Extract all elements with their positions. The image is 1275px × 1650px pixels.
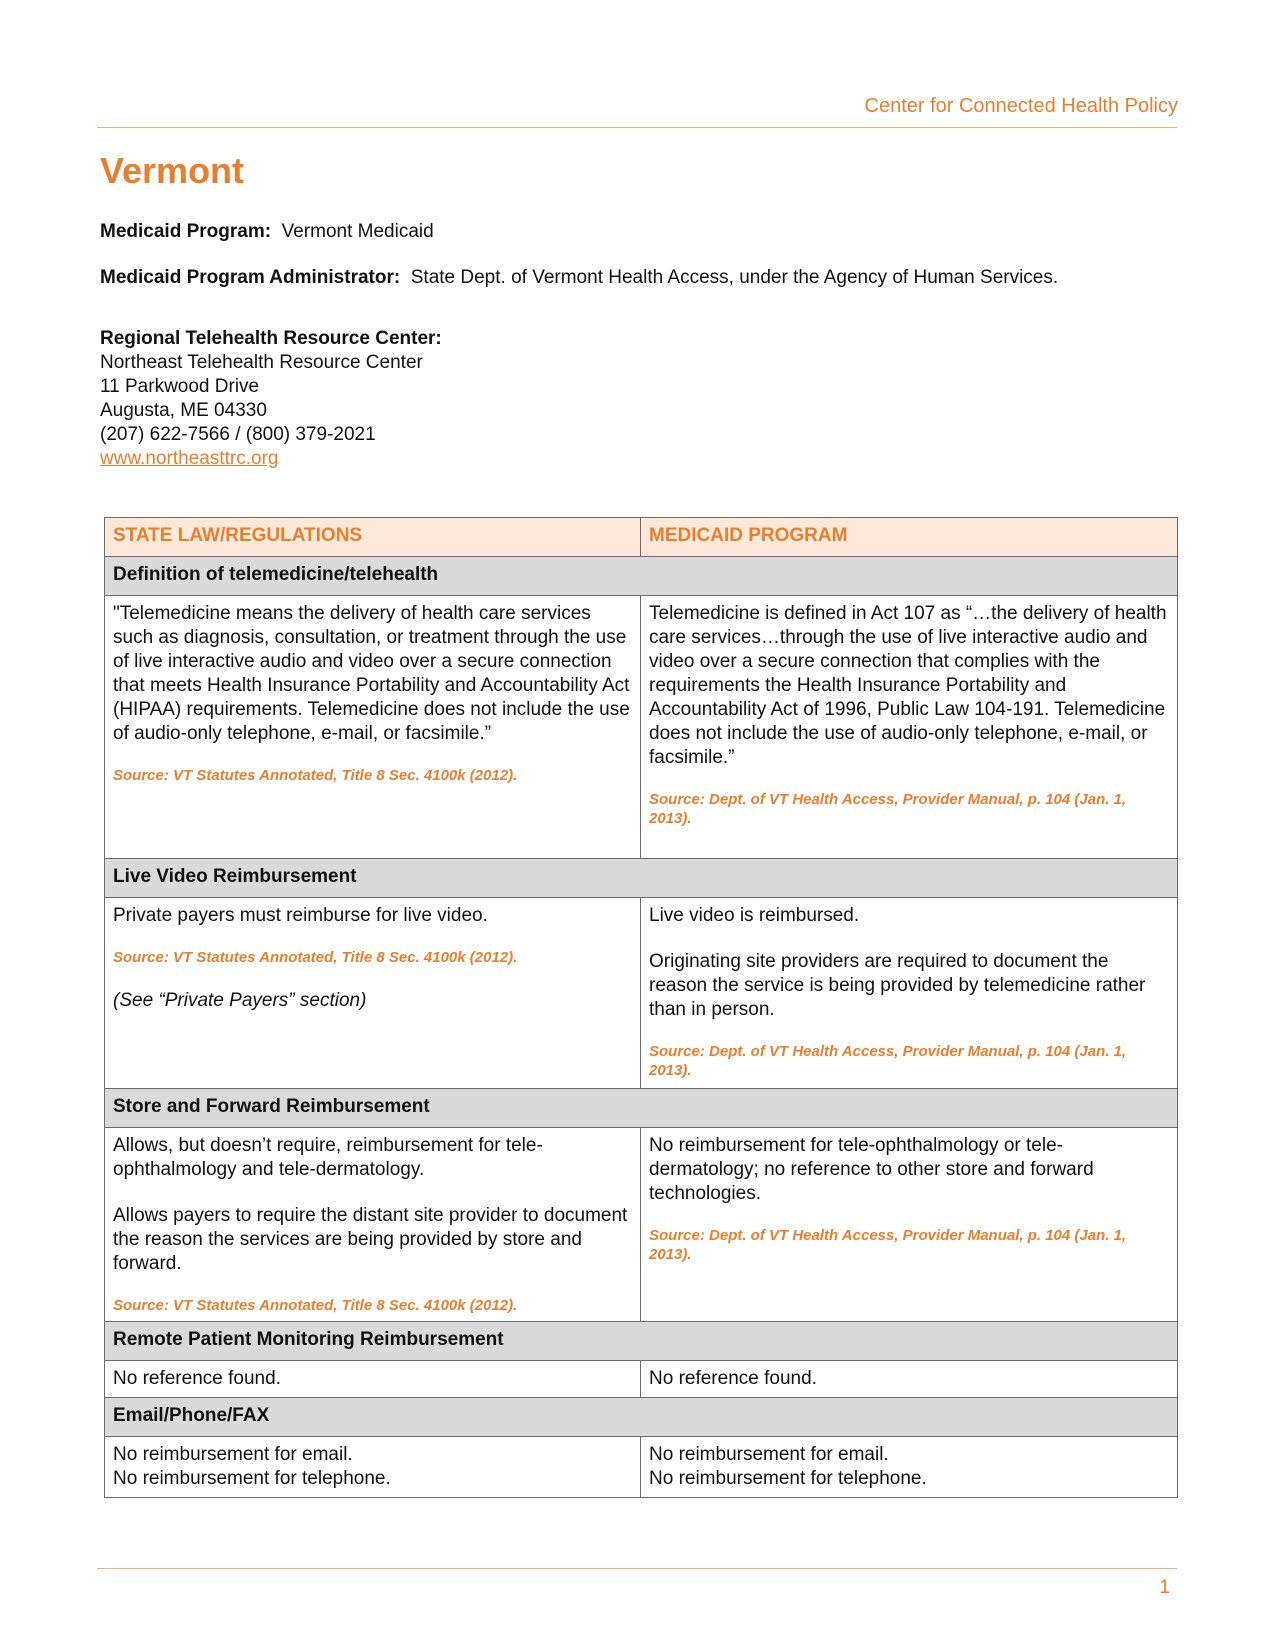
- rtrc-block: [100, 327, 442, 471]
- medicaid-text: Telemedicine is defined in Act 107 as “…the delivery of health care services…through the use of live interactive audio and video over a secure connection that complies with the requirements the Health Insurance Portability and Accountability Act of 1996, Public Law 104-191. Telemedicine does not include the use of audio-only telephone, e-mail, or facsimile.”: [649, 603, 1167, 768]
- law-text: Allows, but doesn’t require, reimbursement for tele-ophthalmology and tele-dermatology.: [113, 1135, 543, 1180]
- section-header-store-forward: [105, 1089, 1178, 1128]
- medicaid-text-2: Originating site providers are required to document the reason the service is being provided by telemedicine rather than in person.: [649, 951, 1146, 1020]
- page-title: Vermont: [100, 150, 245, 191]
- section-title: Email/Phone/FAX: [105, 1398, 1178, 1437]
- section-header-remote-monitoring: [105, 1322, 1178, 1361]
- medicaid-program-value: Vermont Medicaid: [281, 221, 434, 242]
- medicaid-program-label: Medicaid Program:: [100, 221, 272, 242]
- medicaid-cell: [641, 1437, 1178, 1498]
- medicaid-line-2: No reimbursement for telephone.: [649, 1468, 927, 1489]
- section-title: Definition of telemedicine/telehealth: [105, 557, 1178, 596]
- medicaid-text: Live video is reimbursed.: [649, 905, 860, 926]
- table-row: [105, 1128, 1178, 1322]
- medicaid-cell: [641, 898, 1178, 1089]
- medicaid-source: Source: Dept. of VT Health Access, Provider Manual, p. 104 (Jan. 1, 2013).: [649, 1043, 1127, 1079]
- col-header-state-law: STATE LAW/REGULATIONS: [105, 518, 641, 557]
- law-text: No reference found.: [113, 1368, 281, 1389]
- section-title: Remote Patient Monitoring Reimbursement: [105, 1322, 1178, 1361]
- law-source: Source: VT Statutes Annotated, Title 8 Sec. 4100k (2012).: [113, 949, 518, 966]
- rtrc-label: Regional Telehealth Resource Center:: [100, 328, 442, 349]
- header-organization: Center for Connected Health Policy: [864, 95, 1178, 117]
- page-number: 1: [1159, 1577, 1170, 1598]
- law-source: Source: VT Statutes Annotated, Title 8 Sec. 4100k (2012).: [113, 1297, 518, 1314]
- section-header-live-video: [105, 859, 1178, 898]
- law-line-1: No reimbursement for email.: [113, 1444, 353, 1465]
- law-text-2: Allows payers to require the distant site provider to document the reason the services are being provided by store and forward.: [113, 1205, 628, 1274]
- medicaid-text: No reimbursement for tele-ophthalmology or tele-dermatology; no reference to other store and forward technologies.: [649, 1135, 1094, 1204]
- footer-divider: [97, 1568, 1177, 1569]
- law-cell: [105, 1128, 641, 1322]
- medicaid-source: Source: Dept. of VT Health Access, Provider Manual, p. 104 (Jan. 1, 2013).: [649, 791, 1127, 827]
- medicaid-text: No reference found.: [649, 1368, 817, 1389]
- section-header-email-phone-fax: [105, 1398, 1178, 1437]
- law-cell: [105, 1361, 641, 1398]
- table-header-row: [105, 518, 1178, 557]
- rtrc-phone: (207) 622-7566 / (800) 379-2021: [100, 424, 376, 445]
- section-title: Live Video Reimbursement: [105, 859, 1178, 898]
- table-row: [105, 1361, 1178, 1398]
- medicaid-program-line: [100, 220, 434, 244]
- medicaid-admin-value: State Dept. of Vermont Health Access, under the Agency of Human Services.: [410, 267, 1059, 288]
- medicaid-cell: [641, 596, 1178, 859]
- rtrc-city: Augusta, ME 04330: [100, 400, 267, 421]
- medicaid-admin-label: Medicaid Program Administrator:: [100, 267, 401, 288]
- medicaid-line-1: No reimbursement for email.: [649, 1444, 889, 1465]
- header-divider: [97, 127, 1177, 128]
- law-cell: [105, 1437, 641, 1498]
- medicaid-admin-line: [100, 266, 1058, 290]
- law-text: "Telemedicine means the delivery of health care services such as diagnosis, consultation, or treatment through the use of live interactive audio and video over a secure connection that meets Health Insurance Portability and Accountability Act (HIPAA) requirements. Telemedicine does not include the use of audio-only telephone, e-mail, or facsimile.”: [113, 603, 630, 744]
- law-note: (See “Private Payers” section): [113, 990, 367, 1011]
- section-header-definition: [105, 557, 1178, 596]
- table-row: [105, 596, 1178, 859]
- law-text: Private payers must reimburse for live video.: [113, 905, 488, 926]
- law-line-2: No reimbursement for telephone.: [113, 1468, 391, 1489]
- table-row: [105, 1437, 1178, 1498]
- telehealth-policy-table: [104, 517, 1178, 1498]
- rtrc-name: Northeast Telehealth Resource Center: [100, 352, 423, 373]
- rtrc-website-link[interactable]: www.northeasttrc.org: [100, 448, 279, 469]
- section-title: Store and Forward Reimbursement: [105, 1089, 1178, 1128]
- law-cell: [105, 596, 641, 859]
- medicaid-cell: [641, 1128, 1178, 1322]
- law-cell: [105, 898, 641, 1089]
- table-row: [105, 898, 1178, 1089]
- medicaid-cell: [641, 1361, 1178, 1398]
- rtrc-street: 11 Parkwood Drive: [100, 376, 260, 397]
- col-header-medicaid: MEDICAID PROGRAM: [641, 518, 1178, 557]
- law-source: Source: VT Statutes Annotated, Title 8 Sec. 4100k (2012).: [113, 767, 518, 784]
- medicaid-source: Source: Dept. of VT Health Access, Provider Manual, p. 104 (Jan. 1, 2013).: [649, 1227, 1127, 1263]
